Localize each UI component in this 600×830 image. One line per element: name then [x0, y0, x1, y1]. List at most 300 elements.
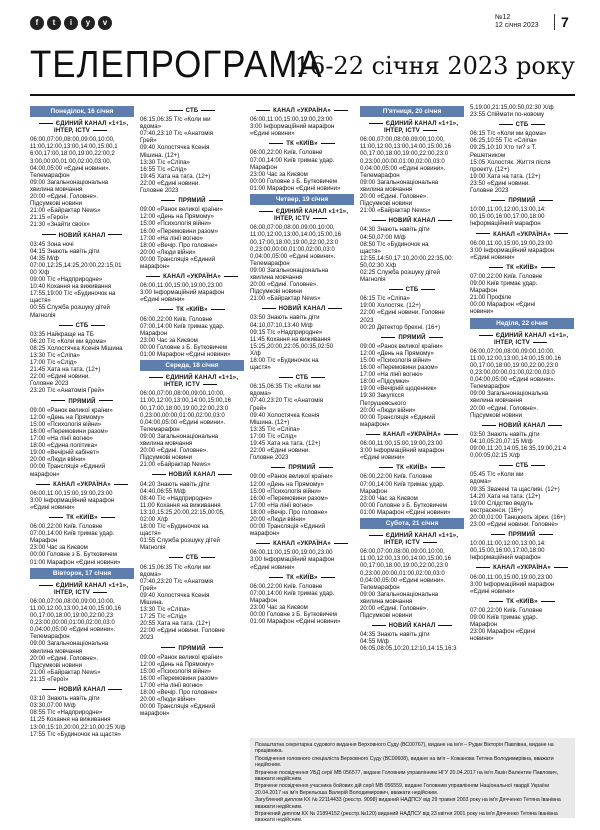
program-line: 12:00 «День на Прямому» — [140, 660, 214, 668]
program-line: 06:00,11:00,15:00,19:00,23:00 — [470, 239, 553, 247]
program-line: 00:00 Марафон «Єдині — [470, 301, 536, 309]
program-line: 06:15 Т/с «Сліпа» — [360, 295, 410, 303]
program-line: 3:00 Інформаційний марафон — [140, 289, 225, 297]
program-line: 0,00:05,02:15 Х/ф — [470, 452, 520, 460]
program-line: щастя» — [250, 364, 271, 372]
channel-header: ЄДИНИЙ КАНАЛ «1+1», ІНТЕР, ICTV — [360, 121, 464, 135]
program-line: 21:45 Хата на тата. (12+) — [30, 366, 101, 374]
program-line: 09:00 Загальнонаціональна — [360, 590, 439, 598]
social-icons — [30, 16, 112, 30]
program-line: 00 Х/ф — [30, 268, 50, 276]
program-line: 13:30 Т/с «Сліпа» — [140, 158, 190, 166]
program-line: 03:10 Знають навіть діти — [30, 695, 100, 703]
program-line: 06:25,10:55 Т/с «Сліпа» — [470, 137, 537, 145]
program-line: 13:30 Т/с «Сліпа» — [140, 606, 190, 614]
program-line: 06:15,06:35 Т/с «Коли ми — [250, 383, 321, 391]
program-line: 03:50 Знають навіть діти — [250, 314, 320, 322]
channel-header: ТК «КИЇВ» — [30, 515, 134, 522]
program-line: марафон» — [140, 710, 170, 718]
program-line: «Єдині новини» — [140, 296, 185, 304]
program-line: 10:40 Кохання на виживання — [30, 283, 112, 291]
day-header: Неділя, 22 січня — [470, 318, 574, 329]
program-line: вдома» — [250, 390, 272, 398]
day-header: Понеділок, 16 січня — [30, 106, 134, 117]
date-range: 16-22 січня 2023 року — [294, 52, 575, 80]
column-4 — [360, 104, 464, 824]
program-line: 04:35 Знають навіть діти — [360, 631, 430, 639]
program-line: 23:00 Час за Києвом — [360, 494, 418, 502]
program-line: 15:00 «Психологія війни» — [250, 487, 322, 495]
program-line: щастя» — [360, 247, 381, 255]
program-line: 13:00,15:10,20:00,22:10,00:25 Х/ф — [30, 723, 126, 731]
program-line: 15:00 «Психологія війни» — [140, 667, 212, 675]
program-line: 09:25,10:10 Хто ти? з Т. — [470, 144, 537, 152]
column-5 — [470, 104, 574, 824]
program-line: 03:35 Найкраще на ТБ — [30, 330, 94, 338]
program-line: 3:00 Інформаційний марафон — [30, 496, 115, 504]
program-line: 09:00 Загальнонаціональна — [470, 390, 549, 398]
program-line: 18:00 «Вечір. Про головне» — [140, 689, 218, 697]
program-line: 0,04:00,05:00 «Єдині новини». — [30, 626, 116, 634]
program-line: Підсумкові новини — [360, 200, 413, 208]
top-bar — [30, 14, 575, 36]
program-line: «Єдині новини» — [360, 454, 405, 462]
program-line: Марафон — [470, 287, 498, 295]
program-line: 17:00 Т/с «Слід» — [30, 359, 77, 367]
day-header: Вівторок, 17 січня — [30, 568, 134, 579]
program-line: 17:25 Т/с «Слід» — [140, 613, 187, 621]
issue-date: 12 січня 2023 — [495, 22, 539, 29]
program-line: 09:35 Зважені та щасливі. (12+) — [470, 485, 560, 493]
program-line: Підсумкові новини — [30, 200, 83, 208]
channel-header: СТБ — [250, 375, 354, 382]
program-line: 06:15,06:35 Т/с «Коли ми — [140, 116, 211, 124]
program-line: 17:00 «На лінії вогню» — [360, 371, 423, 379]
program-line: Підсумкові новини — [140, 454, 193, 462]
program-line: Грей» — [140, 584, 157, 592]
program-line: 00,17:00,18:00,19:00,22:00,23:0 — [360, 150, 449, 158]
program-line: 07:00,14:00 Київ тримає удар. — [250, 589, 335, 597]
program-line: 21:15 «Герої» — [30, 675, 69, 683]
twitter-icon: t — [47, 16, 61, 30]
program-line: 04:35 М/ф — [30, 254, 59, 262]
program-line: Підсумкові новини — [360, 612, 413, 620]
program-line: 18:00 «Вечір. Про головне» — [140, 241, 218, 249]
program-line: Решетником — [470, 151, 506, 159]
program-line: 06:00,11:00,15:00,19:00,23:00 — [30, 489, 113, 497]
program-line: новини» — [470, 635, 494, 643]
program-line: 12:00 «День на Прямому» — [140, 213, 214, 221]
program-line: 07:40,23:20 Т/с «Анатомія — [250, 397, 324, 405]
page-title: ТЕЛЕПРОГРАМА — [30, 44, 323, 86]
program-line: 12:00 «День на Прямому» — [30, 413, 104, 421]
channel-header: СТБ — [470, 463, 574, 470]
program-line: 00:55 Служба розшуку дітей — [30, 304, 110, 312]
program-line: марафон» — [30, 470, 60, 478]
program-line: 09:00 «Ранок великої країни» — [140, 653, 223, 661]
program-line: 11:45 Кохання на виживання — [250, 335, 331, 343]
channel-header: ПРЯМИЙ — [250, 465, 354, 472]
program-line: 17:00 Т/с «Слід» — [250, 432, 297, 440]
notice-text: Посвідчення головного спеціаліста Верховного Суду (ВС00608), видане на ім'я – Кожанова Тетяна Володимирівна, вважати недійсним. — [255, 755, 554, 769]
program-line: 07:00,14:00 Київ тримає удар. — [140, 322, 225, 330]
program-line: 11:00,12:00,13:00,14:00,15:00,1 — [30, 143, 118, 151]
channel-header: НОВИЙ КАНАЛ — [360, 623, 464, 630]
program-line: 20:00 «Єдині. Головне». — [30, 654, 99, 662]
channel-header: НОВИЙ КАНАЛ — [30, 687, 134, 694]
program-line: Марафон — [250, 596, 278, 604]
instagram-icon: i — [64, 16, 78, 30]
program-line: 12:55,14:50,17:10,20:00,22:35,00: — [360, 254, 454, 262]
channel-header: ЄДИНИЙ КАНАЛ «1+1», ІНТЕР, ICTV — [360, 533, 464, 547]
program-line: 18:00 «Вечір. Про головне» — [250, 508, 328, 516]
program-line: хвилина мовчання — [250, 273, 303, 281]
program-line: 3:00 Інформаційний марафон — [470, 246, 555, 254]
program-line: 15:00 «Психологія війни» — [140, 220, 212, 228]
program-line: 04:10,05:20,07:15 М/ф — [470, 437, 533, 445]
program-line: 16:00 «Перемовини разом» — [250, 494, 328, 502]
program-line: 21:00 «Байрактар News» — [30, 668, 101, 676]
program-line: 20:00,01:00 Танцюють зірки. (16+) — [470, 513, 566, 521]
program-line: 09:00 «Ранок великої країни» — [250, 473, 333, 481]
program-line: Телемарафон — [30, 633, 70, 641]
program-line: 11:00,12:00,13:00,14:00,15:00,16 — [470, 354, 562, 362]
channel-header: ТК «КИЇВ» — [250, 575, 354, 582]
program-line: 11:25 Кохання на виживання — [30, 716, 111, 724]
program-line: 0,23:00,00:00,01:00,02:00,03:0 — [30, 619, 115, 627]
program-line: 12:00 «День на Прямому» — [360, 349, 434, 357]
program-line: 3:00 Інформаційний марафон — [470, 580, 555, 588]
program-line: 03:30,07:00 М/ф — [30, 702, 76, 710]
program-line: 00:00 Головне з Б. Бутковичем — [30, 551, 117, 559]
channel-header: КАНАЛ «УКРАЇНА» — [470, 565, 574, 572]
column-3 — [250, 104, 354, 824]
program-line: 16:00 «Перемовини разом» — [30, 427, 108, 435]
program-line: Х/ф — [250, 349, 261, 357]
program-line: 09:00 Т/с «Надприродне» — [30, 276, 103, 284]
program-line: 06:15 Т/с «Коли ми вдома» — [470, 130, 547, 138]
program-line: 06:00,22:00 Київ. Головне — [140, 315, 213, 323]
program-line: 00,15:00,16:00,17:00,18:00 — [470, 213, 545, 221]
program-line: Марафон — [470, 621, 498, 629]
program-line: 18:00 «Єдина політика» — [30, 442, 98, 450]
program-line: 14:20 Хата на тата. (12+) — [470, 492, 541, 500]
program-line: 09:00 Загальнонаціональна — [30, 640, 109, 648]
program-line: 06:00,11:00,15:00,19:00,23:00 — [360, 440, 443, 448]
program-line: 08:40 Т/с «Надприродне» — [140, 494, 213, 502]
program-line: 15:05 Холостяк. Життя після — [470, 158, 551, 166]
channel-header: КАНАЛ «УКРАЇНА» — [360, 432, 464, 439]
program-line: 23:50 «Єдині новини. — [470, 179, 530, 187]
program-line: 23:00 Час за Києвом — [30, 544, 88, 552]
program-line: 06:00,07:00,08:00,09:00,10:00, — [360, 548, 445, 556]
program-line: 16:00 «Перемовини разом» — [140, 227, 218, 235]
program-line: 5,19:00,21:15,00:50,02:30 Х/ф — [470, 104, 554, 111]
channel-header: ТК «КИЇВ» — [470, 265, 574, 272]
program-line: 23:20 Т/с «Анатомія Грей» — [30, 387, 105, 395]
program-line: 23:55 Спіймати по-новому — [470, 111, 545, 119]
program-line: 09:00 Київ тримає удар. — [470, 614, 538, 621]
program-line: 22:00 «Єдині новини. Головне — [140, 627, 225, 635]
program-line: 01:00 Марафон «Єдині новини» — [250, 184, 341, 192]
program-line: 15:00 «Психологія війни» — [30, 420, 102, 428]
program-line: 07:40,23:20 Т/с «Анатомія — [140, 577, 214, 585]
program-line: Грей» — [250, 404, 267, 412]
program-line: 09:00 Київ тримає удар. — [470, 280, 538, 288]
program-line: 07:00,12:25,14:25,20:00,22:15,01 — [30, 261, 122, 269]
program-line: 16:00 «Перемовини разом» — [360, 364, 438, 372]
program-line: 11:00,12:00,13:00,14:00,15:00,16 — [360, 143, 452, 151]
facebook-icon: f — [30, 16, 44, 30]
program-line: 03:45 Зона ночі — [30, 240, 74, 248]
program-line: 15:00 «Психологія війни» — [360, 357, 432, 364]
program-line: «Єдині новини» — [470, 253, 515, 261]
program-line: 09:15 Т/с «Надприродне» — [250, 328, 323, 336]
program-line: 17:00 «На лінії вогню» — [140, 234, 203, 242]
program-line: 17:00 «На лінії вогню» — [140, 682, 203, 690]
program-line: 04:00,05:00 «Єдині новини». — [30, 164, 111, 172]
program-line: 09:00 Загальнонаціональна — [360, 178, 439, 186]
program-line: 00:00 Трансляція «Єдиний — [140, 255, 216, 263]
program-line: Мішина. (12+) — [140, 151, 180, 159]
notices-box — [250, 738, 575, 824]
program-line: 23:00 «Єдині новини. Головне» — [470, 520, 559, 528]
program-line: 06:00,11:00,15:00,19:00,23:00 — [250, 549, 333, 557]
program-line: 19:45 Хата на тата. (12+) — [250, 440, 321, 448]
program-line: 09:00 Загальнонаціональна — [140, 432, 219, 440]
program-line: 17:55 Т/с «Будиночок на щастя» — [30, 730, 122, 738]
program-line: Підсумкові новини — [470, 411, 523, 419]
program-line: 09:40 Холостячка Ксенія — [140, 591, 210, 599]
program-line: 03:50 Знають навіть діти — [470, 430, 540, 438]
program-line: 0,04:00,05:00 «Єдині новини». — [250, 252, 336, 260]
program-line: 06:00,07:00,08:00,09:00,10:00, — [250, 224, 335, 232]
program-line: 21:30 «Знайти своїх» — [30, 221, 90, 229]
program-line: 16:00 «Перемовини разом» — [140, 674, 218, 682]
program-line: 16:55 Т/с «Слід» — [140, 165, 187, 173]
program-line: 00:00 Головне з Б. Бутковичем — [140, 343, 227, 351]
program-line: 17:55,19:00 Т/с «Будиночок на — [30, 290, 116, 298]
program-line: 09:00 «Ранок великої країни» — [360, 342, 443, 350]
program-line: Магнолія — [360, 276, 386, 284]
program-line: 0,23:00,00:00,01:00,02:00,03:0 — [140, 411, 225, 419]
channel-header: ПРЯМИЙ — [470, 198, 574, 205]
program-line: 06:20 Т/с «Коли ми вдома» — [30, 337, 107, 345]
program-line: 20:00 «Єдині. Головне». — [470, 404, 539, 412]
program-line: 06:15,06:35 Т/с «Коли ми — [140, 563, 211, 571]
header — [30, 42, 575, 96]
program-line: 11:00,12:00,13:00,14:00,15:00,16 — [30, 605, 122, 612]
column-2 — [140, 104, 244, 824]
program-line: Мішина. (12+) — [250, 418, 290, 426]
program-line: 06:00,07:00,08:00,09:00,10:00, — [30, 136, 115, 144]
channel-header: ТК «КИЇВ» — [140, 307, 244, 314]
program-line: 0,23:00,00:00,01:00,02:00,03:0 — [250, 245, 335, 253]
program-line: 00:00 Головне з Б. Бутковичем — [250, 177, 337, 185]
channel-header: КАНАЛ «УКРАЇНА» — [470, 232, 574, 239]
program-line: Головне 2023 — [470, 187, 509, 195]
program-line: 01:00 Марафон «Єдині новини» — [30, 558, 121, 566]
program-line: 0,04:00,05:00 «Єдині новини». — [360, 164, 446, 172]
program-line: 6:00,17:00,18:00,19:00,22:00,2 — [30, 150, 115, 158]
program-line: 04:15 Знають навіть діти — [30, 247, 100, 255]
program-line: 0,23:00,00:00,01:00,02:00,03:0 — [470, 369, 555, 377]
program-line: 00:00 Головне з Б. Бутковичем — [360, 501, 447, 509]
program-line: 22:00 «Єдині новини. — [140, 179, 200, 187]
channel-header: ЄДИНИЙ КАНАЛ «1+1», ІНТЕР, ICTV — [30, 583, 134, 597]
program-line: «Єдині новини» — [30, 503, 75, 511]
notice-text: Втрачене посвідчення УБД серії МВ 056577, видане Головним управлінням НГУ 20.04.2017 на ім'я Лазін Валентин Павлович, вважати недійсним. — [255, 769, 559, 783]
program-line: 09:40 Холостячка Ксенія — [140, 144, 210, 152]
program-line: 00,17:00,18:00,19:00,22:00,23:0 — [360, 562, 449, 570]
program-line: 3:00 Інформаційний марафон — [360, 447, 445, 455]
program-line: 00:00 Трансляція «Єдиний — [30, 463, 106, 471]
program-line: щастя» — [30, 297, 51, 305]
program-line: 11:00 Кохання на виживання — [140, 501, 221, 509]
program-line: 04:30 Знають навіть діти — [360, 226, 430, 234]
program-line: 21:00 «Байрактар News» — [250, 295, 321, 303]
program-line: марафон» — [250, 530, 280, 538]
program-line: Магнолія — [140, 544, 166, 552]
program-line: 07:00,14:00 Київ тримає удар. — [30, 530, 115, 538]
program-line: 13:35 Т/с «Сліпа» — [250, 425, 300, 433]
program-line: 02:00 Х/ф — [140, 515, 168, 523]
program-line: Телемарафон — [360, 583, 400, 591]
program-line: 10:00,11:00,12:00,13:00,14: — [470, 206, 546, 214]
channel-header: КАНАЛ «УКРАЇНА» — [140, 274, 244, 281]
program-line: 00,17:00,18:00,19:00,22:00,23 — [30, 612, 114, 620]
program-line: 06:00,11:00,15:00,19:00,23:00 — [250, 116, 333, 124]
program-line: 0,23:00,00:00,01:00,02:00,03:0 — [360, 157, 445, 165]
program-line: 08:50 Т/с «Будиночок на — [360, 240, 429, 248]
program-line: 19:00 Холостяк. (12+) — [360, 302, 421, 310]
program-line: 06:00,22:00 Київ. Головне — [30, 523, 103, 531]
program-line: 09:00 Загальнонаціональна — [30, 178, 109, 186]
program-line: Марафон — [30, 537, 58, 545]
program-line: 02:25 Служба розшуку дітей — [360, 268, 440, 276]
channel-header: КАНАЛ «УКРАЇНА» — [250, 108, 354, 115]
program-line: 21:15 «Герої» — [30, 214, 69, 222]
program-line: Мішина. — [140, 599, 164, 606]
program-line: 09:00 Загальнонаціональна — [250, 266, 329, 274]
program-line: 00,15:00,16:00,17:00,18:00 — [470, 547, 545, 555]
program-line: 19:00 «Вечірній щоденник» — [360, 385, 437, 393]
program-line: 00:00 Трансляція «Єдиний — [360, 413, 436, 421]
program-line: хвилина мовчання — [360, 597, 413, 605]
program-line: 17:00 «На лінії вогню» — [250, 501, 313, 509]
program-line: 04:20 Знають навіть діти — [140, 480, 210, 488]
youtube-icon: y — [81, 16, 95, 30]
day-header: Субота, 21 січня — [360, 518, 464, 529]
channel-header: НОВИЙ КАНАЛ — [360, 218, 464, 225]
program-line: Марафон — [140, 329, 168, 337]
program-line: вдома» — [470, 478, 492, 486]
program-line: 3:00,00:00,01:00,02:00,03:00, — [30, 157, 112, 165]
program-line: 00,17:00,18:00,19:00,22:00,23:0 — [470, 362, 559, 369]
channel-header: СТБ — [30, 323, 134, 330]
program-line: 06:00,07:00,08:00,09:00,10:00, — [30, 597, 115, 605]
program-line: 15:25,20:00,22:05,00:35,02:50 — [250, 342, 334, 350]
program-line: Інформаційний марафон — [470, 554, 541, 562]
program-line: 06:00,22:00 Київ. Головне — [250, 149, 323, 157]
program-line: «Єдині новини» — [250, 563, 295, 571]
program-line: 04:50,07:00 М/ф — [360, 233, 406, 241]
program-line: 08:25 Холостячка Ксенія Мішина — [30, 344, 123, 352]
program-line: 18:00 «Підсумки» — [360, 378, 410, 386]
program-line: 07:00,22:00 Київ. Головне — [470, 606, 543, 614]
program-line: Телемарафон — [360, 171, 400, 179]
program-line: 20:55 Хата на тата. (12+) — [140, 620, 211, 628]
channel-header: ТК «КИЇВ» — [470, 599, 574, 606]
program-line: 22:00 «Єдині новини. — [250, 447, 310, 455]
program-line: щастя» — [140, 530, 161, 538]
program-line: Грей» — [140, 137, 157, 145]
program-line: вдома» — [140, 570, 162, 578]
program-line: 09:40 Холостячка Ксенія — [250, 411, 320, 419]
program-line: Телемарафон — [140, 425, 180, 433]
program-line: 07:00,22:00 Київ. Головне — [470, 272, 543, 280]
program-line: 22:00 «Єдині новини. — [30, 373, 90, 381]
program-line: Підсумкові новини — [30, 661, 83, 669]
channel-header: ПРЯМИЙ — [140, 646, 244, 653]
program-line: екстрасенси. (16+) — [470, 506, 523, 514]
channel-header: ПРЯМИЙ — [360, 335, 464, 342]
program-line: Телемарафон — [30, 171, 70, 179]
program-line: 20:00 «Люди війни» — [140, 248, 196, 256]
program-line: 08:55 Т/с «Надприродне» — [30, 709, 103, 717]
program-line: 21:00 «Байрактар News» — [140, 461, 211, 469]
program-line: Головне 2023 — [30, 380, 69, 388]
program-line: 3:00 Інформаційний марафон — [250, 556, 335, 564]
program-line: 11:00,12:00,13:00,14:00,15:00,16 — [360, 555, 452, 563]
program-line: 19:00 Слідство ведуть — [470, 499, 533, 507]
program-line: Петрушевського — [360, 399, 406, 407]
program-line: 04:10,07:10,13:40 М/ф — [250, 321, 313, 329]
program-line: 0,04:00,05:00 «Єдині новини». — [360, 576, 446, 584]
program-line: проекту. (12+) — [470, 165, 510, 173]
program-line: 09:00 «Ранок великої країни» — [140, 206, 223, 214]
program-line: 01:00 Марафон «Єдині новини» — [360, 508, 451, 516]
program-line: Магнолія — [30, 311, 56, 319]
program-line: 21:00 «Байрактар News» — [360, 207, 431, 215]
program-line: 18:00 Т/с «Будиночок на — [140, 523, 209, 531]
page-number: 7 — [561, 14, 569, 30]
program-line: 23:00 Час за Києвом — [140, 336, 198, 344]
channel-header: ЄДИНИЙ КАНАЛ «1+1», ІНТЕР, ICTV — [250, 209, 354, 223]
program-line: 00:00 Трансляція «Єдиний — [140, 703, 216, 711]
day-header: П'ятниця, 20 січня — [360, 106, 464, 117]
program-line: 19:00 «Вечірній кабінет» — [30, 449, 100, 457]
channel-header: СТБ — [360, 287, 464, 294]
program-line: Головне 2023 — [250, 454, 289, 462]
channel-header: ТК «КИЇВ» — [250, 141, 354, 148]
channel-header: НОВИЙ КАНАЛ — [250, 306, 354, 313]
program-line: Інформаційний марафон — [470, 220, 541, 228]
channel-header: ЄДИНИЙ КАНАЛ «1+1», ІНТЕР, ICTV — [30, 121, 134, 135]
program-line: 23:00 Час за Києвом — [250, 604, 308, 611]
program-line: 00:20 Детектор брехні. (16+) — [360, 323, 440, 331]
channel-header: СТБ — [140, 555, 244, 562]
program-line: 07:00,14:00 Київ тримає удар. — [250, 156, 335, 164]
channel-header: НОВИЙ КАНАЛ — [140, 472, 244, 479]
header-rule — [30, 94, 575, 96]
program-line: 13:10,15:25,20:00,22:15,00:05, — [140, 508, 225, 516]
program-line: 10:00,11:00,12:00,13:00,14: — [470, 540, 546, 548]
program-line: 23:00 Час за Києвом — [250, 170, 308, 178]
notice-text: Втрачене посвідчення учасника бойових дій серії МВ 056559, видане Головним управлінням Національної гвардії України 20.04.2017 на ім'я Верельоша Валерій Володимирович, вважати недійсним. — [255, 783, 550, 796]
program-line: 20:00 «Єдині. Головне». — [360, 605, 429, 612]
program-line: 01:00 Марафон «Єдині новини» — [250, 618, 341, 626]
